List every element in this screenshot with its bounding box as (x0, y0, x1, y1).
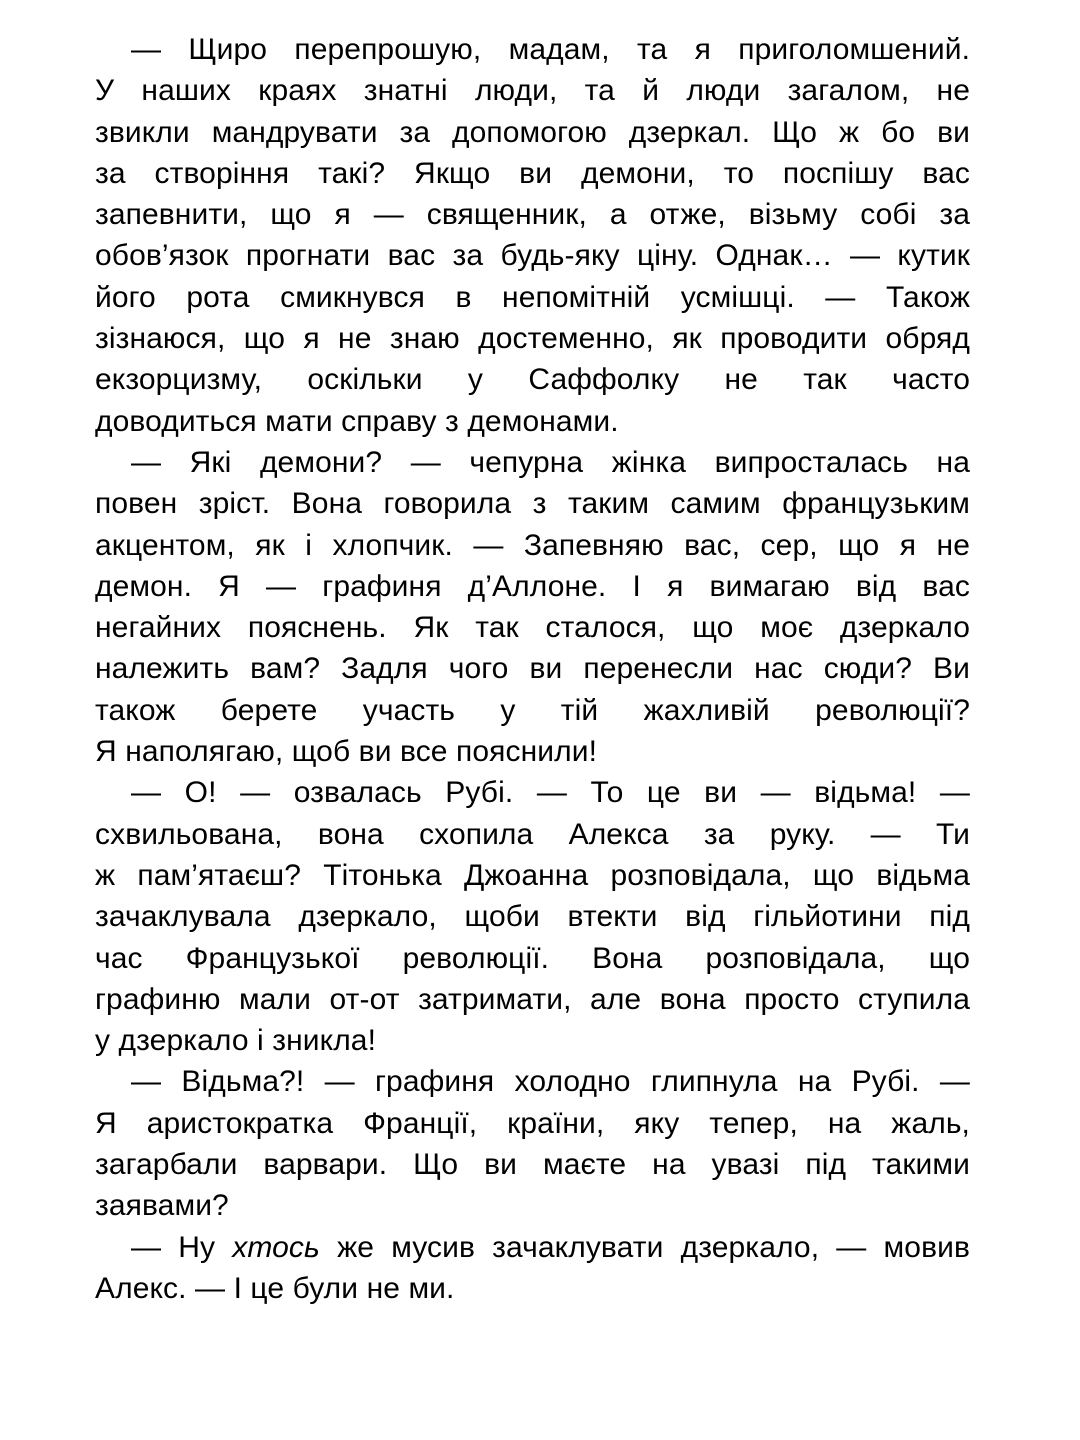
text-line: У наших краях знатні люди, та й люди загалом, не (95, 74, 970, 108)
paragraph (95, 1227, 970, 1310)
text-line: належить вам? Задля чого ви перенесли нас сюди? Ви (95, 652, 970, 686)
italic-text: хтось (232, 1230, 320, 1264)
text-line: — Які демони? — чепурна жінка випросталась на (131, 445, 970, 479)
text-line: акцентом, як і хлопчик. — Запевняю вас, сер, що я не (95, 528, 970, 562)
paragraph-container (95, 29, 970, 1309)
text-line: за створіння такі? Якщо ви демони, то поспішу вас (95, 156, 970, 190)
paragraph (95, 772, 970, 1061)
text-line: екзорцизму, оскільки у Саффолку не так часто (95, 363, 970, 397)
text-line: у дзеркало і зникла! (95, 1024, 377, 1058)
text-line: заявами? (95, 1189, 229, 1223)
text-line: — Щиро перепрошую, мадам, та я приголомшений. (131, 33, 970, 66)
text-line: час Французької революції. Вона розповідала, що (95, 941, 970, 975)
text-line: Алекс. — І це були не ми. (95, 1271, 455, 1305)
text-line: звикли мандрувати за допомогою дзеркал. Що ж бо ви (95, 115, 970, 149)
text-line: Я аристократка Франції, країни, яку тепер, на жаль, (95, 1106, 970, 1140)
text-line: — О! — озвалась Рубі. — То це ви — відьма! — (131, 776, 970, 810)
text-line: демон. Я — графиня д’Аллоне. І я вимагаю від вас (95, 569, 970, 603)
paragraph (95, 29, 970, 442)
text-line: графиню мали от-от затримати, але вона просто ступила (95, 982, 970, 1016)
text-line: доводиться мати справу з демонами. (95, 404, 619, 438)
text-line: схвильована, вона схопила Алекса за руку. — Ти (95, 817, 970, 851)
text-line: обов’язок прогнати вас за будь-яку ціну. Однак… — кутик (95, 239, 970, 273)
text-line: зачаклувала дзеркало, щоби втекти від гільйотини під (95, 900, 970, 934)
text-line: також берете участь у тій жахливій революції? (95, 693, 970, 727)
paragraph (95, 442, 970, 772)
text-line: його рота смикнувся в непомітній усмішці. — Також (95, 280, 970, 314)
text-line: ж пам’ятаєш? Тітонька Джоанна розповідала, що відьма (95, 858, 970, 892)
text-line: негайних пояснень. Як так сталося, що моє дзеркало (95, 611, 970, 645)
text-line: запевнити, що я — священник, а отже, візьму собі за (95, 198, 970, 232)
text-line: — Відьма?! — графиня холодно глипнула на Рубі. — (131, 1065, 970, 1099)
paragraph (95, 1061, 970, 1226)
text-line: загарбали варвари. Що ви маєте на увазі під такими (95, 1148, 970, 1182)
text-line: — Ну хтось же мусив зачаклувати дзеркало, — мовив (131, 1230, 971, 1264)
text-line: зізнаюся, що я не знаю достеменно, як проводити обряд (95, 322, 970, 356)
text-line: Я наполягаю, щоб ви все пояснили! (95, 735, 598, 769)
text-line: повен зріст. Вона говорила з таким самим французьким (95, 487, 970, 521)
